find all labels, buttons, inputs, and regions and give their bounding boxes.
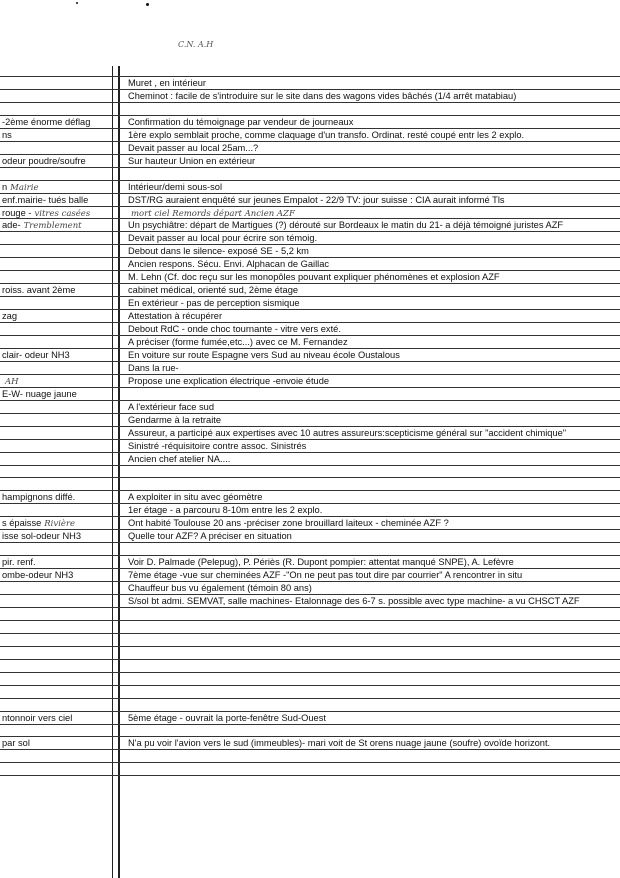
left-cell-text: hampignons diffé.	[2, 492, 76, 502]
row-rule	[0, 698, 620, 699]
row-rule	[0, 465, 620, 466]
right-cell	[128, 91, 618, 101]
row-rule	[0, 348, 620, 349]
left-cell	[2, 117, 110, 127]
right-cell	[128, 531, 618, 541]
right-cell	[128, 350, 618, 360]
right-cell-text: Intérieur/demi sous-sol	[128, 182, 223, 192]
left-cell	[2, 738, 110, 748]
right-cell	[128, 285, 618, 295]
right-cell-text: Dans la rue-	[128, 363, 179, 373]
right-cell-text: Ont habité Toulouse 20 ans -préciser zone brouillard laiteux - cheminée AZF ?	[128, 518, 449, 528]
right-cell-text: cabinet médical, orienté sud, 2ème étage	[128, 285, 299, 295]
header-scribble: C.N. A.H	[178, 40, 214, 49]
row-rule	[0, 775, 620, 776]
handwritten-note: Rivière	[44, 519, 76, 529]
right-cell-text: Muret , en intérieur	[128, 78, 207, 88]
left-cell-text: isse sol-odeur NH3	[2, 531, 82, 541]
right-cell	[128, 233, 618, 243]
left-cell-text: ombe-odeur NH3	[2, 570, 74, 580]
left-cell	[2, 220, 110, 231]
row-rule	[0, 335, 620, 336]
row-rule	[0, 555, 620, 556]
right-cell-text: Devait passer au local pour écrire son témoig.	[128, 233, 318, 243]
right-cell	[128, 738, 618, 748]
left-cell-text: s épaisse	[2, 518, 42, 528]
right-cell	[128, 415, 618, 425]
left-cell	[2, 182, 110, 193]
left-cell-text: E-W- nuage jaune	[2, 389, 77, 399]
right-cell	[128, 272, 618, 282]
right-cell	[128, 324, 618, 334]
row-rule	[0, 413, 620, 414]
left-cell	[2, 350, 110, 360]
row-rule	[0, 102, 620, 103]
handwritten-note: vitres casées	[34, 209, 91, 219]
speck	[76, 2, 78, 4]
right-cell	[128, 363, 618, 373]
right-cell-text: Ancien chef atelier NA....	[128, 454, 231, 464]
row-rule	[0, 180, 620, 181]
handwritten-note: Tremblement	[23, 221, 82, 231]
row-rule	[0, 374, 620, 375]
left-cell	[2, 130, 110, 140]
left-cell-text: enf.mairie- tués balle	[2, 195, 89, 205]
left-cell	[2, 713, 110, 723]
right-cell-text: Sinistré -réquisitoire contre assoc. Sinistrés	[128, 441, 307, 451]
handwritten-note: mort ciel Remords départ Ancien AZF	[131, 209, 295, 219]
left-cell	[2, 311, 110, 321]
right-cell-text: S/sol bt admi. SEMVAT, salle machines- Etalonnage des 6-7 s. possible avec type machine- a vu CHSCT AZF	[128, 596, 580, 606]
left-cell-text: rouge -	[2, 208, 32, 218]
row-rule	[0, 477, 620, 478]
right-cell	[128, 596, 618, 606]
left-cell-text: odeur poudre/soufre	[2, 156, 86, 166]
row-rule	[0, 659, 620, 660]
row-rule	[0, 762, 620, 763]
column-divider	[118, 66, 120, 878]
row-rule	[0, 439, 620, 440]
row-rule	[0, 711, 620, 712]
row-rule	[0, 296, 620, 297]
handwritten-note: AH	[5, 377, 19, 387]
left-cell	[2, 156, 110, 166]
right-cell	[128, 182, 618, 192]
right-cell-text: DST/RG auraient enquêté sur jeunes Empalot - 22/9 TV: jour suisse : CIA aurait informé Tls	[128, 195, 505, 205]
right-cell-text: Cheminot : facile de s'introduire sur le site dans des wagons vides bâchés (1/4 arrêt matabiau)	[128, 91, 517, 101]
row-rule	[0, 724, 620, 725]
left-cell	[2, 531, 110, 541]
right-cell-text: Un psychiâtre: départ de Martigues (?) dérouté sur Bordeaux le matin du 21- a déjà témoigné juristes AZF	[128, 220, 564, 230]
right-cell	[128, 454, 618, 464]
left-cell-text: ns	[2, 130, 12, 140]
row-rule	[0, 594, 620, 595]
right-cell	[128, 337, 618, 347]
left-cell-text: roiss. avant 2ème	[2, 285, 76, 295]
row-rule	[0, 128, 620, 129]
left-cell	[2, 285, 110, 295]
row-rule	[0, 736, 620, 737]
right-cell	[128, 713, 618, 723]
right-cell-text: M. Lehn (Cf. doc reçu sur les monopôles pouvant expliquer phénomènes et explosion AZF	[128, 272, 500, 282]
row-rule	[0, 516, 620, 517]
row-rule	[0, 426, 620, 427]
row-rule	[0, 620, 620, 621]
handwritten-note: Mairie	[10, 183, 39, 193]
right-cell-text: Assureur, a participé aux expertises avec 10 autres assureurs:scepticisme général sur "accident chimique"	[128, 428, 567, 438]
right-cell	[128, 557, 618, 567]
left-cell	[2, 492, 110, 502]
right-cell-text: Chauffeur bus vu également (témoin 80 ans)	[128, 583, 312, 593]
right-cell-text: 5ème étage - ouvrait la porte-fenêtre Sud-Ouest	[128, 713, 326, 723]
left-cell	[2, 389, 110, 399]
right-cell-text: Devait passer au local 25am...?	[128, 143, 259, 153]
right-cell-text: Debout dans le silence- exposé SE - 5,2 km	[128, 246, 309, 256]
left-cell-text: ntonnoir vers ciel	[2, 713, 73, 723]
right-cell	[128, 402, 618, 412]
right-cell	[128, 130, 618, 140]
left-cell-text: -2ème énorme déflag	[2, 117, 91, 127]
right-cell	[128, 570, 618, 580]
row-rule	[0, 309, 620, 310]
right-cell-text: Gendarme à la retraite	[128, 415, 222, 425]
left-border	[112, 66, 113, 878]
right-cell	[128, 143, 618, 153]
right-cell-text: A exploiter in situ avec géomètre	[128, 492, 263, 502]
row-rule	[0, 672, 620, 673]
right-cell	[128, 311, 618, 321]
row-rule	[0, 257, 620, 258]
right-cell	[128, 208, 618, 219]
right-cell	[128, 298, 618, 308]
row-rule	[0, 76, 620, 77]
right-cell-text: Ancien respons. Sécu. Envi. Alphacan de Gaillac	[128, 259, 330, 269]
right-cell	[128, 583, 618, 593]
right-cell-text: Propose une explication électrique -envoie étude	[128, 376, 330, 386]
row-rule	[0, 685, 620, 686]
left-cell-text: n	[2, 182, 8, 192]
row-rule	[0, 167, 620, 168]
right-cell	[128, 441, 618, 451]
row-rule	[0, 633, 620, 634]
speck	[146, 3, 149, 6]
row-rule	[0, 607, 620, 608]
row-rule	[0, 283, 620, 284]
row-rule	[0, 490, 620, 491]
right-cell	[128, 220, 618, 230]
right-cell-text: Attestation à récupérer	[128, 311, 223, 321]
right-cell	[128, 428, 618, 438]
right-cell-text: 1ère explo semblait proche, comme claquage d'un transfo. Ordinat. resté coupé entr les 2 explo.	[128, 130, 525, 140]
right-cell	[128, 259, 618, 269]
left-cell	[2, 208, 110, 219]
row-rule	[0, 529, 620, 530]
row-rule	[0, 542, 620, 543]
row-rule	[0, 231, 620, 232]
row-rule	[0, 568, 620, 569]
right-cell	[128, 246, 618, 256]
right-cell-text: 1er étage - a parcouru 8-10m entre les 2 explo.	[128, 505, 323, 515]
left-cell	[2, 557, 110, 567]
row-rule	[0, 387, 620, 388]
row-rule	[0, 400, 620, 401]
right-cell-text: En extérieur - pas de perception sismique	[128, 298, 300, 308]
right-cell-text: A l'extérieur face sud	[128, 402, 215, 412]
row-rule	[0, 206, 620, 207]
right-cell	[128, 195, 618, 205]
right-cell-text: Voir D. Palmade (Pelepug), P. Périès (R. Dupont pompier: attentat manqué SNPE), A. Lefèvre	[128, 557, 514, 567]
row-rule	[0, 322, 620, 323]
right-cell-text: En voiture sur route Espagne vers Sud au niveau école Oustalous	[128, 350, 400, 360]
row-rule	[0, 244, 620, 245]
right-cell-text: Confirmation du témoignage par vendeur de journeaux	[128, 117, 354, 127]
row-rule	[0, 452, 620, 453]
row-rule	[0, 646, 620, 647]
right-cell	[128, 78, 618, 88]
right-cell-text: N'a pu voir l'avion vers le sud (immeubles)- mari voit de St orens nuage jaune (soufre) ovoïde horizont.	[128, 738, 551, 748]
row-rule	[0, 361, 620, 362]
right-cell	[128, 518, 618, 528]
right-cell	[128, 156, 618, 166]
row-rule	[0, 115, 620, 116]
left-cell-text: pir. renf.	[2, 557, 36, 567]
right-cell-text: A préciser (forme fumée,etc...) avec ce M. Fernandez	[128, 337, 348, 347]
right-cell-text: Quelle tour AZF? A préciser en situation	[128, 531, 292, 541]
row-rule	[0, 193, 620, 194]
right-cell	[128, 117, 618, 127]
row-rule	[0, 141, 620, 142]
row-rule	[0, 581, 620, 582]
right-cell-text: Sur hauteur Union en extérieur	[128, 156, 256, 166]
right-cell	[128, 376, 618, 386]
right-cell-text: Debout RdC - onde choc tournante - vitre vers exté.	[128, 324, 341, 334]
left-cell	[2, 518, 110, 529]
row-rule	[0, 749, 620, 750]
left-cell	[2, 570, 110, 580]
left-cell-text: ade-	[2, 220, 21, 230]
left-cell	[2, 195, 110, 205]
row-rule	[0, 89, 620, 90]
left-cell-text: clair- odeur NH3	[2, 350, 70, 360]
right-cell	[128, 492, 618, 502]
row-rule	[0, 270, 620, 271]
right-cell	[128, 505, 618, 515]
right-cell-text: 7ème étage -vue sur cheminées AZF -"On ne peut pas tout dire par courrier" A rencontrer in situ	[128, 570, 523, 580]
row-rule	[0, 154, 620, 155]
left-cell-text: par sol	[2, 738, 30, 748]
left-cell-text: zag	[2, 311, 17, 321]
left-cell	[2, 376, 110, 387]
row-rule	[0, 503, 620, 504]
